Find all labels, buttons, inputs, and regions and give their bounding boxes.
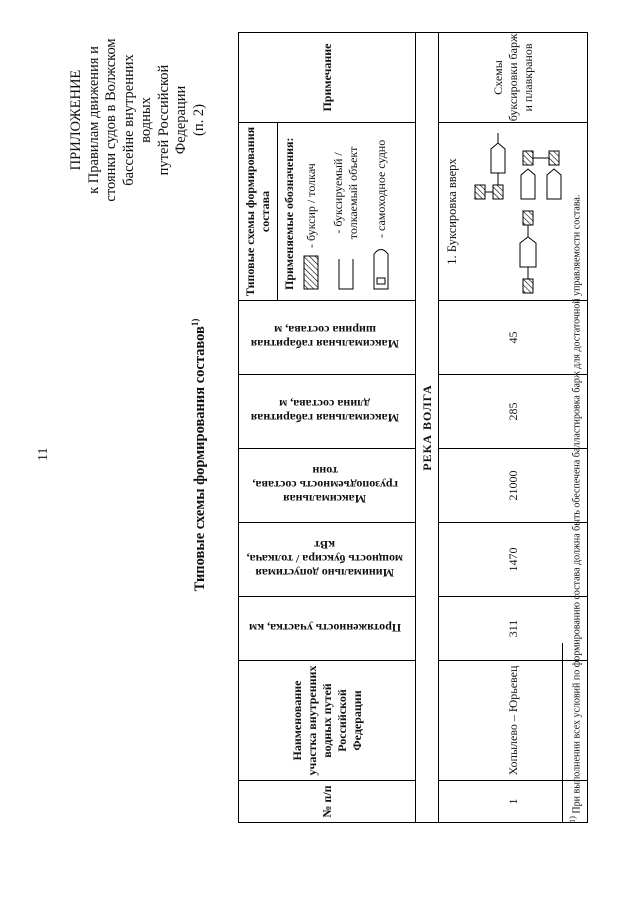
title-footnote-mark: 1) xyxy=(190,318,200,327)
header-max-length: Максимальная габаритная длина состава, м xyxy=(239,375,416,449)
annex-line: стоянки судов в Волжском xyxy=(103,38,119,202)
cell-num: 1 xyxy=(439,781,588,823)
legend-title: Применяемые обозначения: xyxy=(282,137,296,290)
legend-self-propelled: - самоходное судно xyxy=(367,123,395,300)
scheme-title: 1. Буксировка вверх xyxy=(445,158,459,265)
page-number: 11 xyxy=(36,447,51,461)
towing-combination-right xyxy=(475,133,561,199)
footnote-text: При выполнении всех условий по формированию состава должна быть обеспечена балластировка барж для достаточной управляемости состава. xyxy=(571,194,583,814)
cell-length: 311 xyxy=(439,597,588,661)
footnote-mark: 1) xyxy=(568,816,577,823)
tug-symbol-icon xyxy=(303,254,319,290)
header-length: Протяженность участка, км xyxy=(239,597,416,661)
section-row xyxy=(416,33,439,823)
annex-line: путей Российской Федерации xyxy=(155,64,189,176)
cell-name: Хопылево – Юрьевец xyxy=(439,661,588,781)
cell-max-width: 45 xyxy=(439,301,588,375)
header-name: Наименование участка внутренних водных путей Российской Федерации xyxy=(239,661,416,781)
towing-scheme-diagram xyxy=(469,123,579,299)
table-row xyxy=(439,33,588,823)
annex-line: бассейне внутренних водных xyxy=(120,54,154,186)
cell-max-length: 285 xyxy=(439,375,588,449)
header-num: № п/п xyxy=(239,781,416,823)
annex-block xyxy=(68,35,208,205)
annex-line: (п. 2) xyxy=(190,104,207,136)
header-note: Примечание xyxy=(239,33,416,123)
document-title xyxy=(190,155,209,755)
header-schemes xyxy=(239,123,416,301)
cell-note: Схемы буксировки барж и плавкранов xyxy=(439,33,588,123)
legend-tug: - буксир / толкач xyxy=(297,123,325,300)
footnote xyxy=(568,23,582,823)
cell-scheme xyxy=(439,123,588,301)
header-min-power: Минимально допустимая мощность буксира / толкача, кВт xyxy=(239,523,416,597)
section-river-volga: РЕКА ВОЛГА xyxy=(416,33,439,823)
annex-line: к Правилам движения и xyxy=(85,46,102,194)
header-row xyxy=(239,33,416,823)
legend-barge: - буксируемый / толкаемый объект xyxy=(325,123,367,300)
document-title-text: Типовые схемы формирования составов xyxy=(191,326,208,592)
towing-combination-left xyxy=(520,211,536,293)
footnote-divider xyxy=(562,643,563,823)
cell-max-capacity: 21000 xyxy=(439,449,588,523)
schemes-header-title: Типовые схемы формирования состава xyxy=(239,123,278,300)
barge-symbol-icon xyxy=(338,259,354,290)
self-propelled-vessel-icon xyxy=(373,244,389,290)
cell-min-power: 1470 xyxy=(439,523,588,597)
header-max-capacity: Максимальная грузоподъемность состава, тонн xyxy=(239,449,416,523)
schemes-table xyxy=(238,32,588,823)
annex-title: ПРИЛОЖЕНИЕ xyxy=(68,69,84,171)
header-max-width: Максимальная габаритная ширина состава, м xyxy=(239,301,416,375)
